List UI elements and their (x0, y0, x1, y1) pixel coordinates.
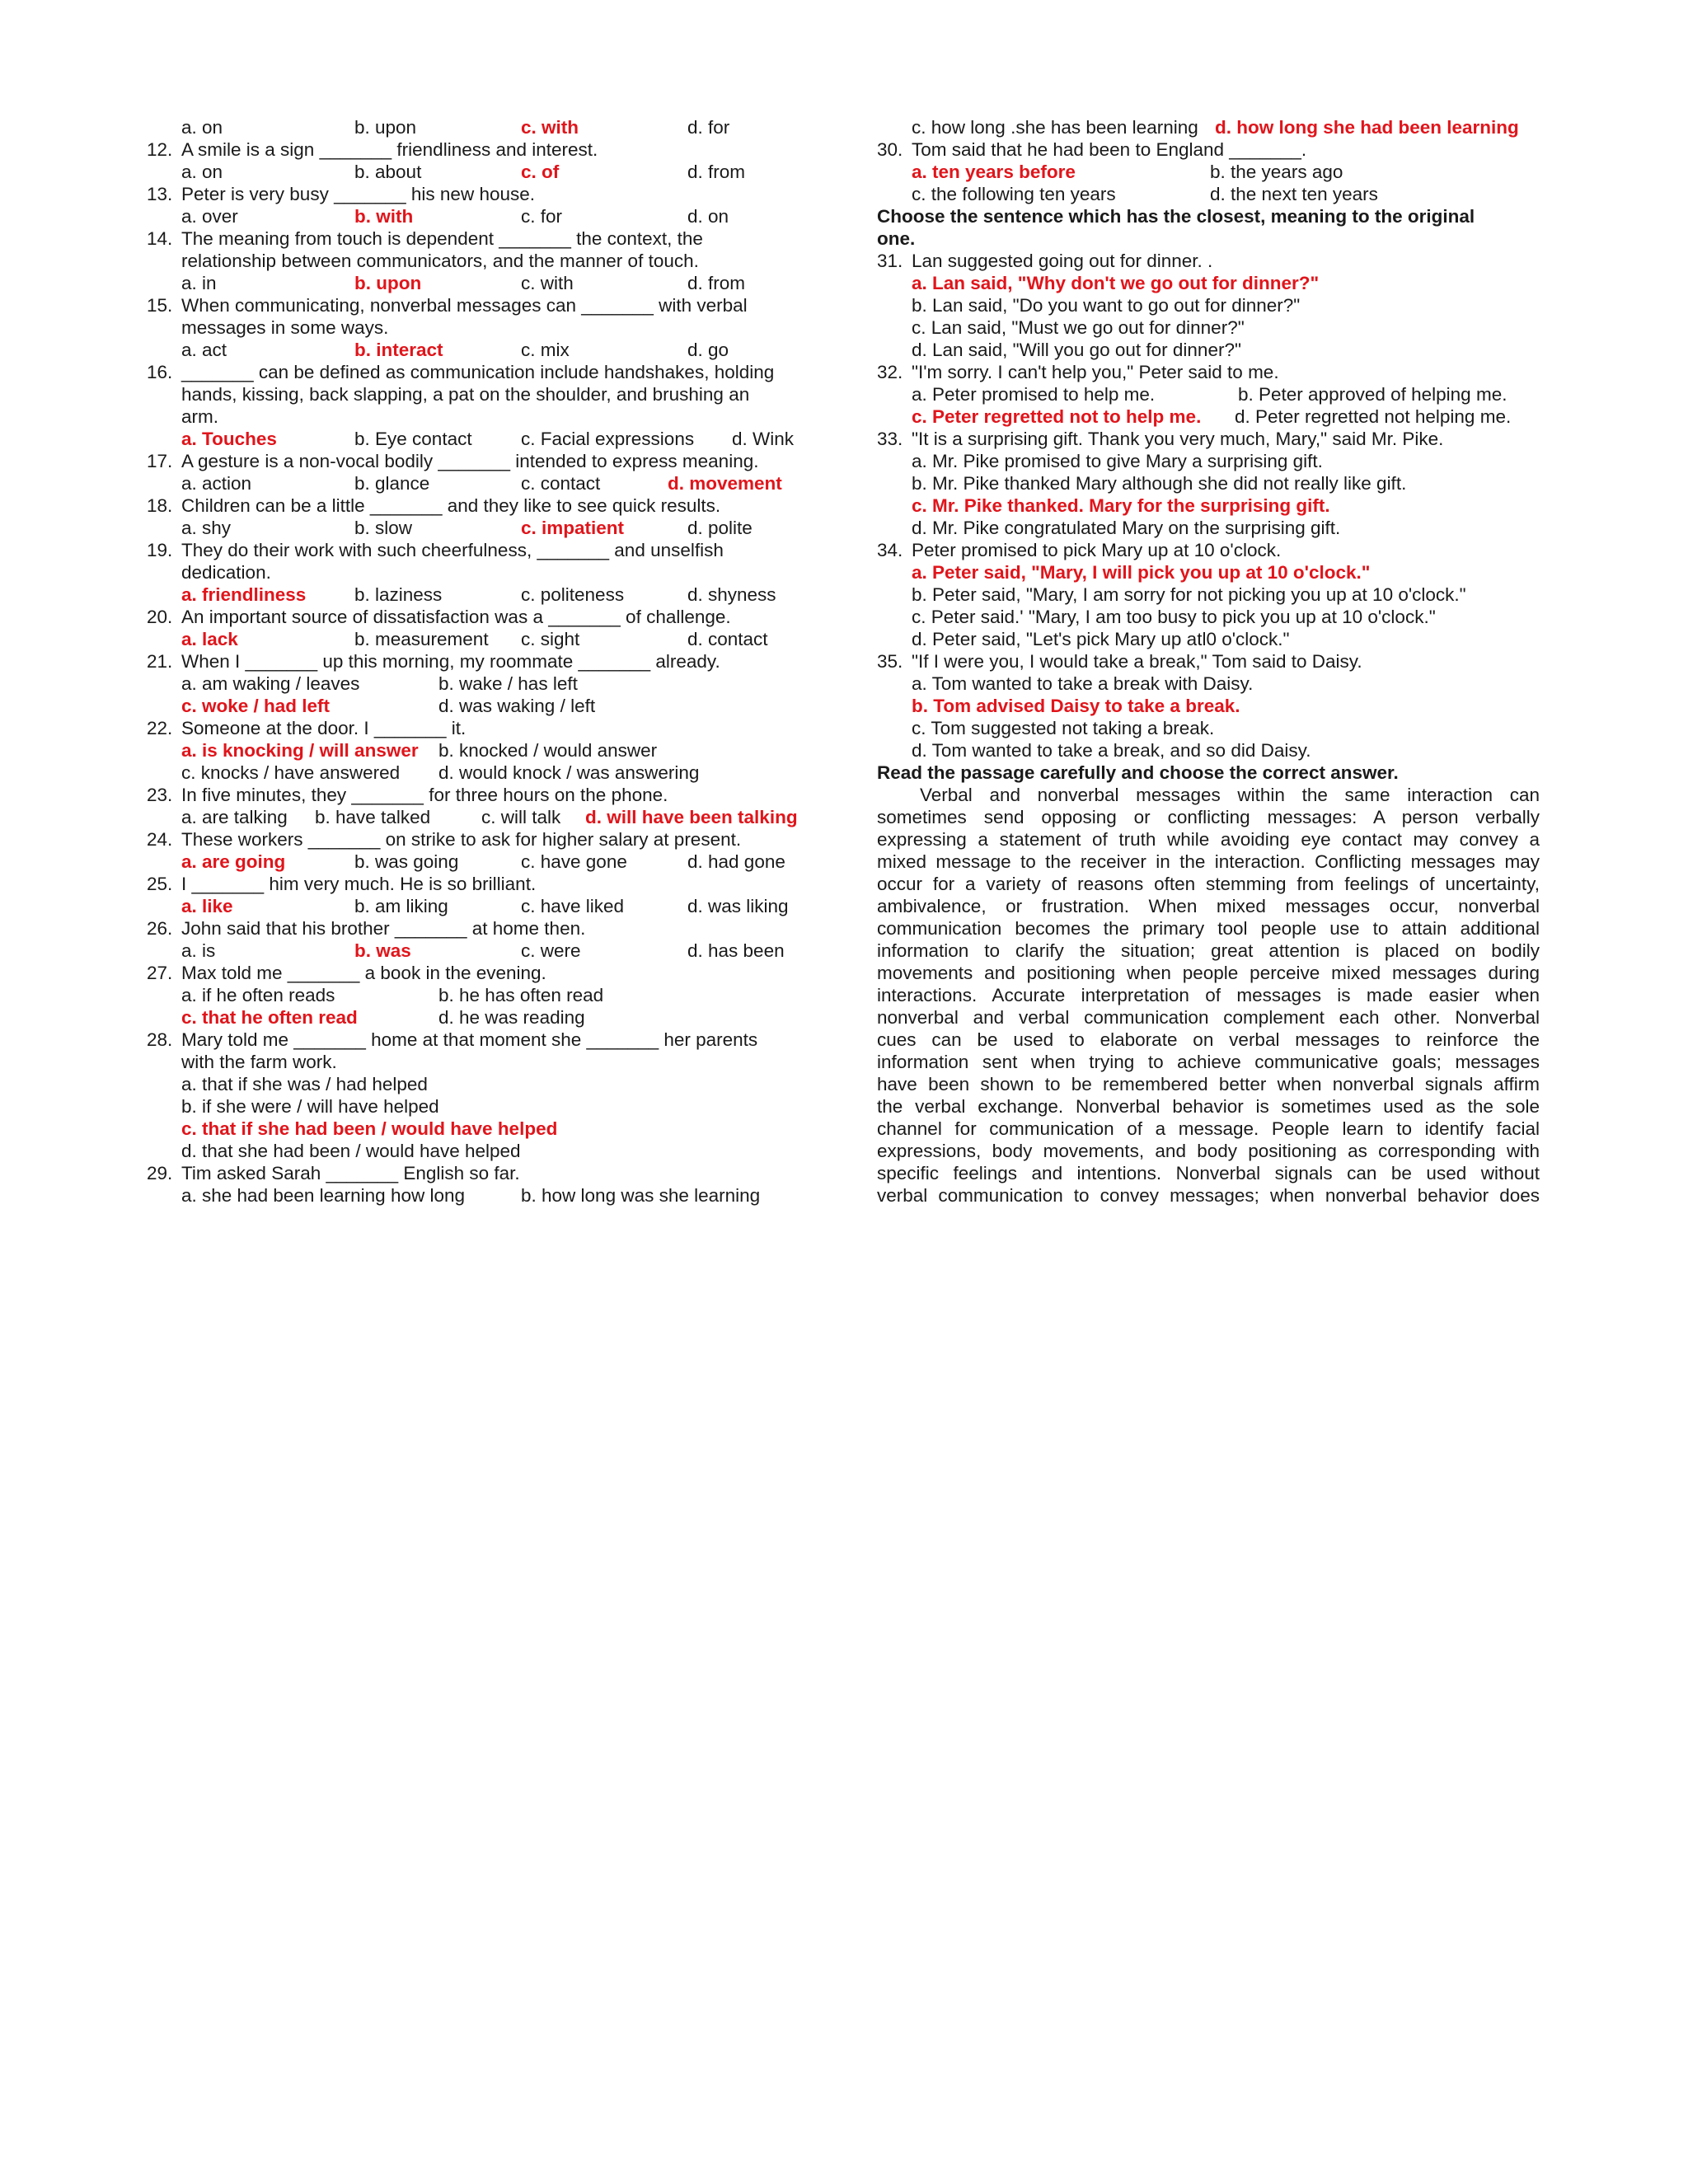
question-text: When I _______ up this morning, my roommate _______ already. (181, 651, 720, 672)
option[interactable]: c. the following ten years (912, 184, 1116, 204)
passage-text: cues can be used to elaborate on verbal messages to reinforce the (877, 1029, 1540, 1050)
question-text[interactable]: a. Mr. Pike promised to give Mary a surprising gift. (912, 451, 1323, 471)
question-text: A gesture is a non-vocal bodily _______ intended to express meaning. (181, 451, 759, 471)
correct-option[interactable]: c. that he often read (181, 1007, 358, 1028)
correct-option[interactable]: c. Peter regretted not to help me. (912, 406, 1202, 427)
question-text: messages in some ways. (181, 317, 389, 338)
options-line (147, 895, 823, 917)
question-number: 15. (147, 295, 173, 316)
text-line (147, 250, 823, 272)
question-line (147, 294, 823, 316)
correct-option[interactable]: a. is knocking / will answer (181, 740, 419, 761)
option[interactable]: b. Eye contact (354, 429, 472, 449)
option[interactable]: b. have talked (315, 807, 431, 827)
correct-option[interactable]: a. lack (181, 629, 238, 649)
option[interactable]: b. Peter approved of helping me. (1238, 384, 1507, 405)
text-line (877, 739, 1540, 762)
question-text: with the farm work. (181, 1052, 337, 1072)
correct-option[interactable]: c. of (521, 162, 560, 182)
passage-text: occur for a variety of reasons often stemming from feelings of uncertainty, (877, 874, 1540, 894)
text-line (877, 450, 1540, 472)
options-line (147, 940, 823, 962)
passage-line (877, 1029, 1540, 1051)
text-line (147, 1140, 823, 1162)
question-text: Children can be a little _______ and they like to see quick results. (181, 495, 721, 516)
passage-text: Verbal and nonverbal messages within the same interaction can (920, 785, 1540, 805)
question-line (147, 962, 823, 984)
question-line (147, 784, 823, 806)
option[interactable]: c. will talk (481, 807, 561, 827)
passage-text: mixed message to the receiver in the interaction. Conflicting messages may (877, 851, 1540, 872)
question-line (147, 873, 823, 895)
options-line (147, 762, 823, 784)
question-line (877, 428, 1540, 450)
question-text[interactable]: b. if she were / will have helped (181, 1096, 439, 1117)
passage-line (877, 828, 1540, 851)
question-text: John said that his brother _______ at home then. (181, 918, 586, 939)
question-text: An important source of dissatisfaction was a _______ of challenge. (181, 607, 731, 627)
passage-line (877, 873, 1540, 895)
correct-option[interactable]: b. interact (354, 340, 443, 360)
question-line (147, 361, 823, 383)
section-heading (877, 762, 1540, 784)
option[interactable]: b. laziness (354, 584, 443, 605)
options-line (147, 517, 823, 539)
passage-text: information sent when trying to achieve communicative goals; messages (877, 1052, 1540, 1072)
question-number: 29. (147, 1163, 173, 1183)
option[interactable]: a. Peter promised to help me. (912, 384, 1156, 405)
question-number: 28. (147, 1029, 173, 1050)
question-number: 18. (147, 495, 173, 516)
passage-text: sometimes send opposing or conflicting messages: A person verbally (877, 807, 1540, 827)
question-number: 27. (147, 963, 173, 983)
question-number: 35. (877, 651, 903, 672)
correct-option[interactable]: a. like (181, 896, 233, 916)
question-line (147, 138, 823, 161)
section-heading-text: Read the passage carefully and choose the correct answer. (877, 762, 1399, 783)
section-heading-text: one. (877, 228, 916, 249)
passage-text: expressing a statement of truth while avoiding eye contact may convey a (877, 829, 1540, 850)
passage-text: communication becomes the primary tool people use to attain additional (877, 918, 1540, 939)
question-number: 22. (147, 718, 173, 738)
option[interactable]: c. how long .she has been learning (912, 117, 1198, 138)
question-line (147, 1029, 823, 1051)
question-number: 24. (147, 829, 173, 850)
question-text: In five minutes, they _______ for three hours on the phone. (181, 785, 668, 805)
option[interactable]: d. would knock / was answering (438, 762, 700, 783)
text-line (877, 472, 1540, 494)
option[interactable]: b. how long was she learning (521, 1185, 761, 1206)
question-text[interactable]: a. Tom wanted to take a break with Daisy. (912, 673, 1254, 694)
options-line (147, 583, 823, 606)
option[interactable]: d. had gone (687, 851, 785, 872)
options-line (147, 1006, 823, 1029)
question-text: "I'm sorry. I can't help you," Peter said to me. (912, 362, 1279, 382)
option[interactable]: b. about (354, 162, 422, 182)
passage-line (877, 1184, 1540, 1207)
text-line (877, 583, 1540, 606)
option[interactable]: a. in (181, 273, 217, 293)
options-line (147, 116, 823, 138)
question-text: Lan suggested going out for dinner. . (912, 251, 1213, 271)
option[interactable]: a. action (181, 473, 252, 494)
correct-option[interactable]: b. upon (354, 273, 422, 293)
text-line (877, 339, 1540, 361)
passage-line (877, 806, 1540, 828)
passage-line (877, 1051, 1540, 1073)
question-text[interactable]: d. Tom wanted to take a break, and so did Daisy. (912, 740, 1311, 761)
question-text[interactable]: c. Peter said.' "Mary, I am too busy to pick you up at 10 o'clock." (912, 607, 1436, 627)
correct-option[interactable]: d. will have been talking (585, 807, 798, 827)
correct-option[interactable]: b. Tom advised Daisy to take a break. (912, 696, 1240, 716)
question-text: "It is a surprising gift. Thank you very much, Mary," said Mr. Pike. (912, 429, 1444, 449)
text-line (147, 1118, 823, 1140)
option[interactable]: a. are talking (181, 807, 288, 827)
correct-option[interactable]: a. ten years before (912, 162, 1076, 182)
options-line (147, 339, 823, 361)
question-text[interactable]: d. Mr. Pike congratulated Mary on the surprising gift. (912, 518, 1341, 538)
question-text[interactable]: c. Lan said, "Must we go out for dinner?" (912, 317, 1245, 338)
option[interactable]: b. the years ago (1210, 162, 1343, 182)
text-line (877, 561, 1540, 583)
question-text[interactable]: d. Lan said, "Will you go out for dinner?" (912, 340, 1241, 360)
option[interactable]: d. Peter regretted not helping me. (1235, 406, 1512, 427)
question-line (877, 138, 1540, 161)
options-line (147, 272, 823, 294)
option[interactable]: b. glance (354, 473, 430, 494)
option[interactable]: b. he has often read (438, 985, 604, 1005)
question-text: A smile is a sign _______ friendliness and interest. (181, 139, 598, 160)
passage-line (877, 962, 1540, 984)
passage-line (877, 917, 1540, 940)
passage-text: interactions. Accurate interpretation of messages is made easier when (877, 985, 1540, 1005)
question-text: They do their work with such cheerfulness, _______ and unselfish (181, 540, 724, 560)
passage-text: expressions, body movements, and body positioning as corresponding with (877, 1141, 1540, 1161)
text-line (877, 606, 1540, 628)
options-line (877, 116, 1540, 138)
option[interactable]: a. on (181, 117, 223, 138)
left-column (147, 116, 823, 1207)
passage-line (877, 1095, 1540, 1118)
question-line (147, 494, 823, 517)
question-number: 23. (147, 785, 173, 805)
question-number: 17. (147, 451, 173, 471)
passage-line (877, 784, 1540, 806)
question-line (147, 606, 823, 628)
option[interactable]: b. upon (354, 117, 417, 138)
question-number: 26. (147, 918, 173, 939)
question-number: 32. (877, 362, 903, 382)
option[interactable]: d. Wink (732, 429, 795, 449)
text-line (147, 561, 823, 583)
question-line (147, 717, 823, 739)
option[interactable]: d. from (687, 162, 746, 182)
question-text[interactable]: b. Mr. Pike thanked Mary although she did not really like gift. (912, 473, 1407, 494)
options-line (147, 628, 823, 650)
text-line (877, 517, 1540, 539)
text-line (877, 673, 1540, 695)
question-line (147, 917, 823, 940)
option[interactable]: d. from (687, 273, 746, 293)
options-line (147, 851, 823, 873)
question-text: Max told me _______ a book in the evening. (181, 963, 546, 983)
question-text: Tim asked Sarah _______ English so far. (181, 1163, 520, 1183)
option[interactable]: d. was liking (687, 896, 789, 916)
question-number: 33. (877, 429, 903, 449)
question-line (147, 828, 823, 851)
option[interactable]: c. mix (521, 340, 570, 360)
text-line (877, 628, 1540, 650)
options-line (147, 1184, 823, 1207)
question-number: 16. (147, 362, 173, 382)
passage-text: ambivalence, or frustration. When mixed messages occur, nonverbal (877, 896, 1540, 916)
correct-option[interactable]: c. that if she had been / would have helped (181, 1118, 558, 1139)
options-line (147, 984, 823, 1006)
text-line (877, 316, 1540, 339)
correct-option[interactable]: c. with (521, 117, 579, 138)
question-text: When communicating, nonverbal messages can _______ with verbal (181, 295, 748, 316)
passage-line (877, 984, 1540, 1006)
question-number: 30. (877, 139, 903, 160)
question-text: Tom said that he had been to England _______. (912, 139, 1307, 160)
options-line (147, 739, 823, 762)
question-text[interactable]: d. Peter said, "Let's pick Mary up atl0 o'clock." (912, 629, 1290, 649)
right-column (877, 116, 1540, 1207)
question-text: Peter is very busy _______ his new house. (181, 184, 536, 204)
question-text: The meaning from touch is dependent _______ the context, the (181, 228, 703, 249)
question-line (147, 227, 823, 250)
options-line (147, 161, 823, 183)
options-line (877, 383, 1540, 405)
options-line (147, 472, 823, 494)
option[interactable]: d. he was reading (438, 1007, 585, 1028)
correct-option[interactable]: d. movement (668, 473, 782, 494)
option[interactable]: a. shy (181, 518, 232, 538)
question-line (147, 1162, 823, 1184)
question-text[interactable]: a. that if she was / had helped (181, 1074, 428, 1094)
option[interactable]: d. polite (687, 518, 753, 538)
passage-text: the verbal exchange. Nonverbal behavior is sometimes used as the sole (877, 1096, 1540, 1117)
passage-line (877, 895, 1540, 917)
question-text: _______ can be defined as communication include handshakes, holding (181, 362, 775, 382)
option[interactable]: c. sight (521, 629, 580, 649)
option[interactable]: d. was waking / left (438, 696, 596, 716)
question-number: 21. (147, 651, 173, 672)
question-text: relationship between communicators, and the manner of touch. (181, 251, 699, 271)
option[interactable]: b. knocked / would answer (438, 740, 658, 761)
passage-text: nonverbal and verbal communication complement each other. Nonverbal (877, 1007, 1540, 1028)
question-line (147, 539, 823, 561)
question-number: 31. (877, 251, 903, 271)
question-number: 20. (147, 607, 173, 627)
question-number: 19. (147, 540, 173, 560)
passage-text: information to clarify the situation; great attention is placed on bodily (877, 940, 1540, 961)
question-text[interactable]: b. Peter said, "Mary, I am sorry for not picking you up at 10 o'clock." (912, 584, 1466, 605)
option[interactable]: a. over (181, 206, 238, 227)
text-line (147, 1051, 823, 1073)
option[interactable]: b. was going (354, 851, 459, 872)
option[interactable]: a. am waking / leaves (181, 673, 360, 694)
option[interactable]: c. for (521, 206, 563, 227)
passage-line (877, 1118, 1540, 1140)
correct-option[interactable]: a. are going (181, 851, 286, 872)
question-text: Peter promised to pick Mary up at 10 o'clock. (912, 540, 1282, 560)
section-heading (877, 205, 1540, 227)
option[interactable]: c. politeness (521, 584, 625, 605)
option[interactable]: a. she had been learning how long (181, 1185, 466, 1206)
passage-line (877, 1140, 1540, 1162)
options-line (147, 673, 823, 695)
question-text: Someone at the door. I _______ it. (181, 718, 467, 738)
question-line (877, 250, 1540, 272)
text-line (147, 1073, 823, 1095)
options-line (877, 161, 1540, 183)
option[interactable]: d. the next ten years (1210, 184, 1378, 204)
correct-option[interactable]: b. with (354, 206, 414, 227)
question-number: 14. (147, 228, 173, 249)
text-line (147, 1095, 823, 1118)
option[interactable]: b. slow (354, 518, 413, 538)
option[interactable]: d. shyness (687, 584, 776, 605)
option[interactable]: c. were (521, 940, 581, 961)
options-line (147, 695, 823, 717)
text-line (877, 494, 1540, 517)
option[interactable]: b. measurement (354, 629, 489, 649)
option[interactable]: c. with (521, 273, 574, 293)
option[interactable]: c. Facial expressions (521, 429, 695, 449)
option[interactable]: b. am liking (354, 896, 448, 916)
correct-option[interactable]: a. Touches (181, 429, 277, 449)
passage-text: channel for communication of a message. People learn to identify facial (877, 1118, 1540, 1139)
question-text: These workers _______ on strike to ask for higher salary at present. (181, 829, 742, 850)
correct-option[interactable]: d. how long she had been learning (1215, 117, 1519, 138)
question-text: arm. (181, 406, 218, 427)
question-number: 12. (147, 139, 173, 160)
passage-text: movements and positioning when people perceive mixed messages during (877, 963, 1540, 983)
option[interactable]: d. for (687, 117, 730, 138)
option[interactable]: d. contact (687, 629, 768, 649)
question-line (147, 183, 823, 205)
text-line (147, 316, 823, 339)
correct-option[interactable]: c. woke / had left (181, 696, 331, 716)
question-text: hands, kissing, back slapping, a pat on the shoulder, and brushing an (181, 384, 750, 405)
option[interactable]: c. have gone (521, 851, 627, 872)
option[interactable]: a. if he often reads (181, 985, 335, 1005)
text-line (147, 405, 823, 428)
passage-line (877, 1162, 1540, 1184)
correct-option[interactable]: a. Peter said, "Mary, I will pick you up at 10 o'clock." (912, 562, 1371, 583)
options-line (147, 205, 823, 227)
correct-option[interactable]: b. was (354, 940, 411, 961)
text-line (877, 717, 1540, 739)
question-text[interactable]: d. that she had been / would have helped (181, 1141, 521, 1161)
option[interactable]: c. contact (521, 473, 601, 494)
options-line (147, 428, 823, 450)
question-number: 34. (877, 540, 903, 560)
text-line (877, 695, 1540, 717)
option[interactable]: a. act (181, 340, 227, 360)
question-line (147, 450, 823, 472)
text-line (147, 383, 823, 405)
passage-line (877, 1073, 1540, 1095)
question-text: Mary told me _______ home at that moment she _______ her parents (181, 1029, 758, 1050)
question-number: 13. (147, 184, 173, 204)
passage-text: verbal communication to convey messages; when nonverbal behavior does (877, 1185, 1540, 1206)
question-text: dedication. (181, 562, 271, 583)
section-heading (877, 227, 1540, 250)
option[interactable]: d. go (687, 340, 729, 360)
question-text: "If I were you, I would take a break," Tom said to Daisy. (912, 651, 1362, 672)
question-line (147, 650, 823, 673)
passage-line (877, 940, 1540, 962)
section-heading-text: Choose the sentence which has the closest, meaning to the original (877, 206, 1475, 227)
correct-option[interactable]: c. Mr. Pike thanked. Mary for the surprising gift. (912, 495, 1330, 516)
option[interactable]: a. on (181, 162, 223, 182)
options-line (877, 183, 1540, 205)
correct-option[interactable]: a. Lan said, "Why don't we go out for dinner?" (912, 273, 1320, 293)
option[interactable]: c. have liked (521, 896, 625, 916)
correct-option[interactable]: a. friendliness (181, 584, 307, 605)
question-text: I _______ him very much. He is so brilliant. (181, 874, 537, 894)
options-line (147, 806, 823, 828)
passage-line (877, 1006, 1540, 1029)
passage-text: specific feelings and intentions. Nonverbal signals can be used without (877, 1163, 1540, 1183)
passage-text: have been shown to be remembered better when nonverbal signals affirm (877, 1074, 1540, 1094)
question-number: 25. (147, 874, 173, 894)
question-line (877, 650, 1540, 673)
option[interactable]: a. is (181, 940, 216, 961)
question-line (877, 361, 1540, 383)
option[interactable]: d. has been (687, 940, 785, 961)
option[interactable]: c. knocks / have answered (181, 762, 401, 783)
question-text[interactable]: c. Tom suggested not taking a break. (912, 718, 1215, 738)
option[interactable]: b. wake / has left (438, 673, 578, 694)
question-text[interactable]: b. Lan said, "Do you want to go out for dinner?" (912, 295, 1301, 316)
question-line (877, 539, 1540, 561)
options-line (877, 405, 1540, 428)
option[interactable]: d. on (687, 206, 729, 227)
correct-option[interactable]: c. impatient (521, 518, 625, 538)
text-line (877, 272, 1540, 294)
passage-line (877, 851, 1540, 873)
text-line (877, 294, 1540, 316)
